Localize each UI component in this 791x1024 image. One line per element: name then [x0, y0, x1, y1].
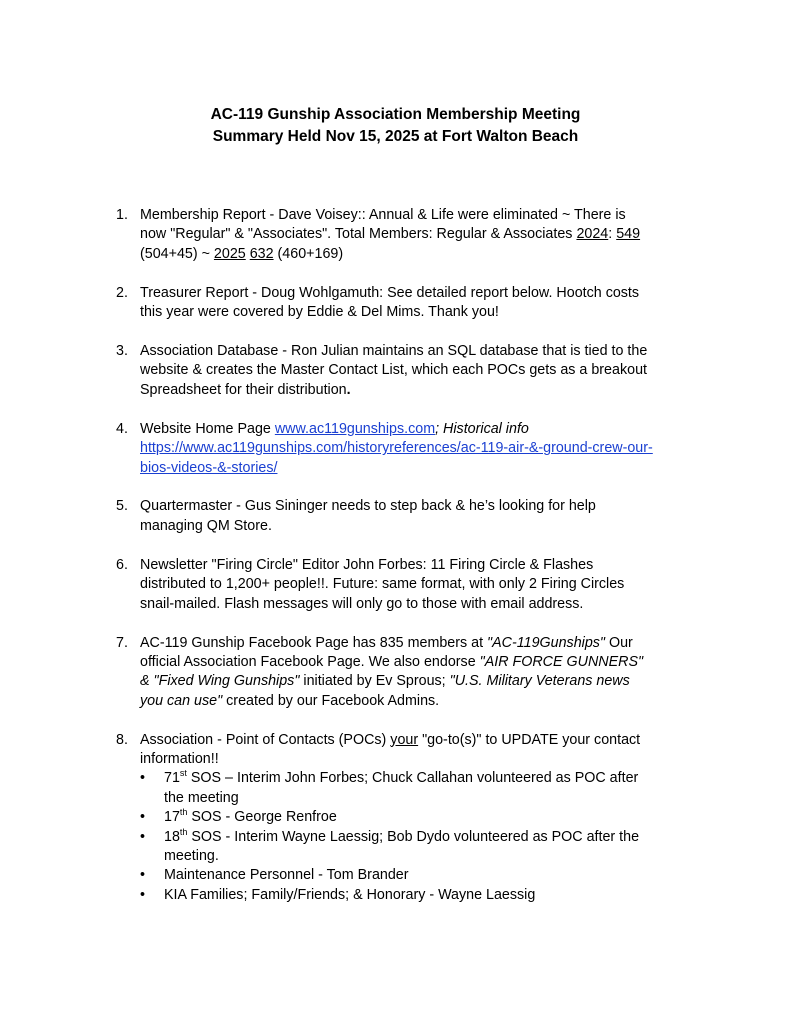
poc-text-line	[164, 828, 700, 847]
poc-item	[140, 866, 700, 885]
item-text-line	[140, 672, 700, 691]
text-segment: created by our Facebook Admins.	[222, 692, 440, 709]
history-link-continued[interactable]: bios-videos-&-stories/	[140, 459, 278, 476]
website-home-link[interactable]: www.ac119gunships.com	[274, 420, 436, 437]
poc-text-line: KIA Families; Family/Friends; & Honorary - Wayne Laessig	[164, 886, 536, 903]
bullet-icon: •	[140, 886, 146, 903]
poc-item	[140, 828, 700, 867]
endorsed-page-name: "U.S. Military Veterans news	[449, 673, 630, 690]
poc-text-line: the meeting	[164, 789, 239, 806]
text-segment: Our	[605, 634, 633, 651]
item-number: 6.	[116, 556, 128, 573]
text-segment: initiated by Ev Sprous;	[299, 673, 450, 690]
item-number: 4.	[116, 420, 128, 437]
bullet-icon: •	[140, 770, 146, 787]
document-title	[0, 104, 791, 148]
item-text-line	[140, 692, 700, 711]
ordinal-suffix: th	[179, 826, 188, 837]
text-segment: .	[346, 381, 351, 398]
history-link[interactable]: https://www.ac119gunships.com/historyreferences/ac-119-air-&-ground-crew-our-	[140, 440, 653, 457]
item-text-line: distributed to 1,200+ people!!. Future: same format, with only 2 Firing Circles	[140, 576, 625, 593]
item-text-line	[140, 420, 700, 439]
text-segment: 17	[164, 809, 180, 826]
text-segment: "go-to(s)" to UPDATE your contact	[418, 731, 641, 748]
text-segment: your	[390, 731, 419, 748]
item-treasurer-report	[0, 284, 700, 323]
poc-list	[140, 769, 700, 905]
item-membership-report	[0, 206, 700, 264]
agenda-list	[0, 206, 791, 925]
item-text-line: Association Database - Ron Julian maintains an SQL database that is tied to the	[140, 343, 648, 360]
item-website	[0, 420, 700, 478]
item-number: 1.	[116, 207, 128, 223]
poc-item	[140, 886, 700, 905]
item-quartermaster	[0, 497, 700, 536]
endorsed-page-name: you can use"	[140, 692, 223, 709]
item-text-line: managing QM Store.	[140, 517, 272, 534]
count-2025: 632	[249, 245, 274, 262]
text-segment: (504+45) ~	[140, 245, 214, 262]
poc-text-line	[164, 769, 700, 788]
item-text-line	[140, 634, 700, 653]
item-points-of-contact	[0, 731, 700, 906]
item-text-line: Newsletter "Firing Circle" Editor John Forbes: 11 Firing Circle & Flashes	[140, 556, 594, 573]
item-number: 5.	[116, 498, 128, 515]
year-2025: 2025	[213, 245, 246, 262]
item-text-line: Treasurer Report - Doug Wohlgamuth: See detailed report below. Hootch costs	[140, 284, 640, 301]
item-association-database	[0, 342, 700, 400]
item-text-line	[140, 731, 700, 750]
item-number: 7.	[116, 634, 128, 651]
item-text-line: Membership Report - Dave Voisey:: Annual & Life were eliminated ~ There is	[140, 207, 626, 223]
text-segment: Spreadsheet for their distribution	[140, 381, 347, 398]
item-number: 8.	[116, 731, 128, 748]
ordinal-suffix: st	[179, 768, 187, 779]
text-segment: Website Home Page	[140, 420, 275, 437]
text-segment: 18	[164, 828, 180, 845]
item-facebook	[0, 634, 700, 712]
text-segment: :	[608, 226, 617, 243]
history-link-line	[140, 439, 700, 458]
bullet-icon: •	[140, 809, 146, 826]
item-text-line: snail-mailed. Flash messages will only go to those with email address.	[140, 595, 584, 612]
poc-item	[140, 808, 700, 827]
text-segment: ; Historical info	[435, 420, 529, 437]
history-link-line	[140, 459, 700, 478]
title-line-1: AC-119 Gunship Association Membership Meeting	[210, 106, 581, 123]
poc-text-line	[164, 808, 700, 827]
text-segment: AC-119 Gunship Facebook Page has 835 members at	[140, 634, 488, 651]
poc-item	[140, 769, 700, 808]
item-text-line	[140, 245, 700, 264]
text-segment: now "Regular" & "Associates". Total Members: Regular & Associates	[140, 226, 577, 243]
endorsed-page-name: "AIR FORCE GUNNERS"	[479, 653, 644, 670]
endorsed-page-name: & "Fixed Wing Gunships"	[140, 673, 300, 690]
item-text-line: information!!	[140, 751, 219, 768]
text-segment: official Association Facebook Page. We also endorse	[140, 653, 480, 670]
item-text-line: Quartermaster - Gus Sininger needs to step back & he’s looking for help	[140, 498, 596, 515]
item-text-line	[140, 653, 700, 672]
item-text-line: website & creates the Master Contact List, which each POCs gets as a breakout	[140, 362, 647, 379]
text-segment: Association - Point of Contacts (POCs)	[140, 731, 391, 748]
bullet-icon: •	[140, 828, 146, 845]
facebook-page-name: "AC-119Gunships"	[487, 634, 605, 651]
text-segment: (460+169)	[273, 245, 344, 262]
text-segment: 71	[164, 770, 180, 787]
text-segment: SOS - George Renfroe	[187, 809, 337, 826]
poc-text-line: Maintenance Personnel - Tom Brander	[164, 867, 409, 884]
item-text-line	[140, 225, 700, 244]
year-2024: 2024	[576, 226, 609, 243]
item-newsletter	[0, 556, 700, 614]
text-segment: SOS – Interim John Forbes; Chuck Callahan volunteered as POC after	[186, 770, 639, 787]
item-number: 2.	[116, 284, 128, 301]
item-text-line	[140, 381, 700, 400]
item-text-line: this year were covered by Eddie & Del Mims. Thank you!	[140, 304, 499, 321]
bullet-icon: •	[140, 867, 146, 884]
text-segment: SOS - Interim Wayne Laessig; Bob Dydo volunteered as POC after the	[187, 828, 640, 845]
ordinal-suffix: th	[179, 807, 188, 818]
poc-text-line: meeting.	[164, 848, 219, 865]
item-number: 3.	[116, 343, 128, 360]
count-2024: 549	[616, 226, 641, 243]
title-line-2: Summary Held Nov 15, 2025 at Fort Walton Beach	[212, 128, 579, 145]
